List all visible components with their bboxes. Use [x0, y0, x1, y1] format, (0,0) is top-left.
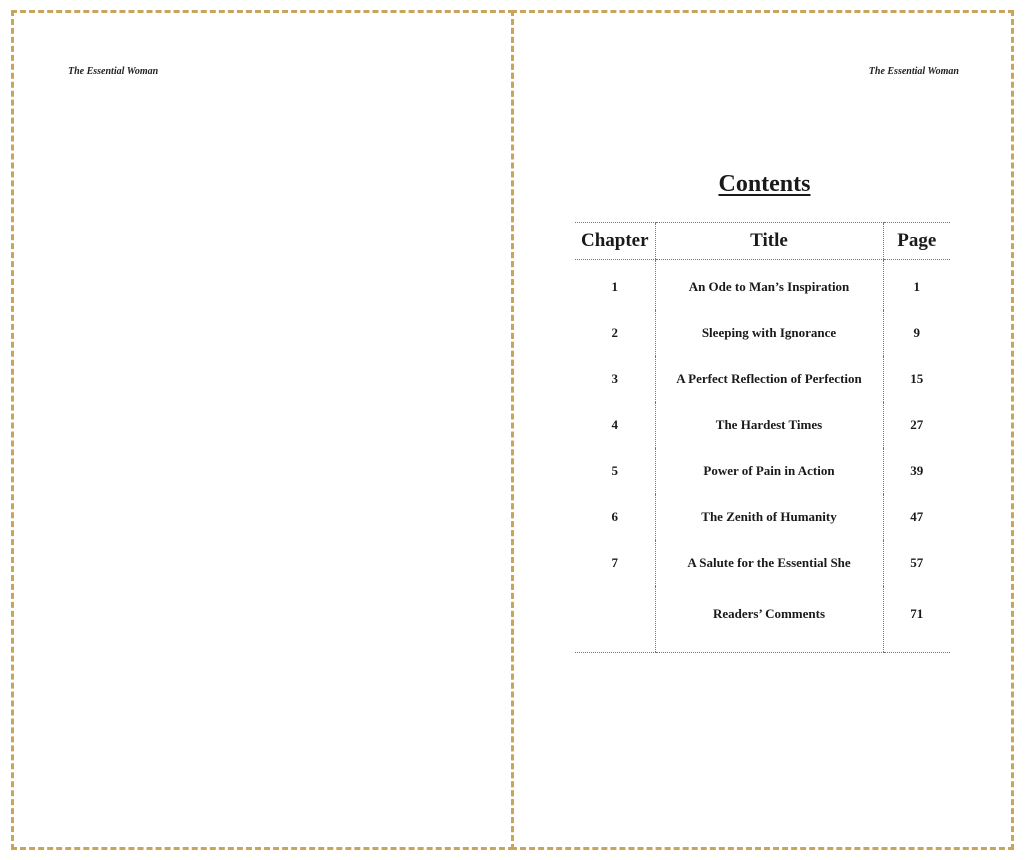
chapter-title: A Perfect Reflection of Perfection [655, 356, 883, 402]
page-column-header: Page [883, 223, 950, 260]
left-page [11, 10, 514, 850]
title-column-header: Title [655, 223, 883, 260]
page-number: 27 [883, 402, 950, 448]
chapter-title: Readers’ Comments [655, 586, 883, 653]
toc-row [575, 540, 950, 586]
right-page [511, 10, 1014, 850]
toc-row [575, 260, 950, 311]
chapter-title: Sleeping with Ignorance [655, 310, 883, 356]
chapter-title: A Salute for the Essential She [655, 540, 883, 586]
toc-row [575, 356, 950, 402]
chapter-number: 5 [611, 463, 618, 478]
chapter-number [575, 586, 655, 653]
page-number: 9 [883, 310, 950, 356]
contents-heading: Contents [718, 171, 811, 197]
chapter-number: 7 [611, 555, 618, 570]
chapter-number: 1 [611, 279, 618, 294]
page-number: 47 [883, 494, 950, 540]
chapter-title: The Hardest Times [655, 402, 883, 448]
toc-header-row [575, 223, 950, 260]
page-number: 39 [883, 448, 950, 494]
page-number: 57 [883, 540, 950, 586]
page-number: 1 [883, 260, 950, 311]
toc-row [575, 448, 950, 494]
page-number: 15 [883, 356, 950, 402]
chapter-column-header: Chapter [575, 223, 655, 260]
toc-row [575, 402, 950, 448]
page-number: 71 [883, 586, 950, 653]
book-spread [11, 10, 1014, 850]
chapter-number: 3 [611, 371, 618, 386]
left-running-header: The Essential Woman [68, 66, 159, 77]
chapter-number: 4 [611, 417, 618, 432]
chapter-number: 2 [611, 325, 618, 340]
chapter-number: 6 [611, 509, 618, 524]
chapter-title: Power of Pain in Action [655, 448, 883, 494]
chapter-title: The Zenith of Humanity [655, 494, 883, 540]
toc-row [575, 586, 950, 653]
toc-row [575, 310, 950, 356]
chapter-title: An Ode to Man’s Inspiration [655, 260, 883, 311]
table-of-contents [575, 222, 950, 653]
right-running-header: The Essential Woman [868, 66, 959, 77]
toc-row [575, 494, 950, 540]
